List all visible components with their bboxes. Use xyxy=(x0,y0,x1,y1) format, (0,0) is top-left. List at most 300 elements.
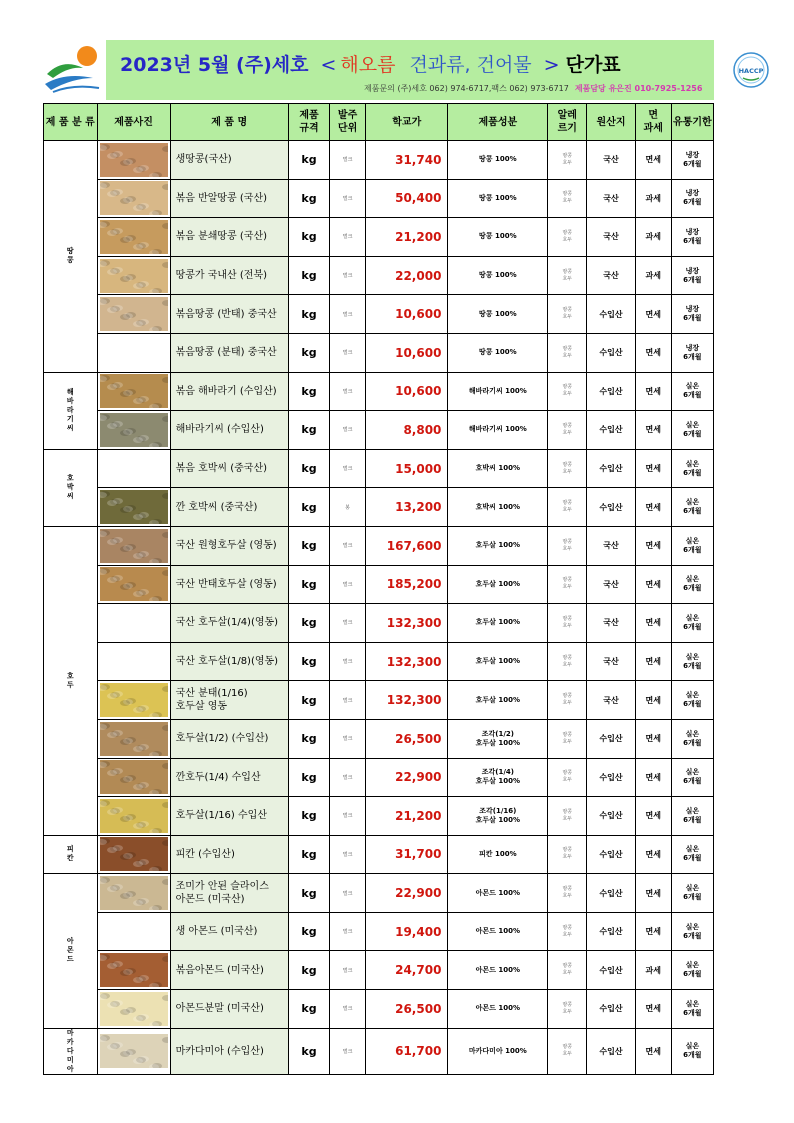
order-unit: 벌크 xyxy=(330,141,366,180)
school-price: 22,900 xyxy=(366,758,448,797)
composition: 아몬드 100% xyxy=(448,951,548,990)
origin: 수입산 xyxy=(587,1028,635,1074)
product-photo-cell xyxy=(97,565,170,604)
order-unit: 벌크 xyxy=(330,218,366,257)
product-photo-cell xyxy=(97,449,170,488)
composition: 아몬드 100% xyxy=(448,990,548,1029)
table-row xyxy=(44,565,714,604)
allergy-info: 땅콩 호두 xyxy=(548,874,587,913)
product-photo-cell xyxy=(97,719,170,758)
column-header: 제품 규격 xyxy=(288,104,329,141)
order-unit: 봉 xyxy=(330,488,366,527)
table-row xyxy=(44,874,714,913)
pumpkin-seed-photo xyxy=(100,490,168,524)
macadamia-photo xyxy=(100,1034,168,1068)
origin: 수입산 xyxy=(587,912,635,951)
origin: 국산 xyxy=(587,642,635,681)
composition: 아몬드 100% xyxy=(448,874,548,913)
price-table xyxy=(43,103,714,1075)
school-price: 26,500 xyxy=(366,990,448,1029)
origin: 국산 xyxy=(587,565,635,604)
origin: 수입산 xyxy=(587,488,635,527)
almond-powder-photo xyxy=(100,992,168,1026)
origin: 국산 xyxy=(587,218,635,257)
tax-status: 면세 xyxy=(635,526,671,565)
allergy-info: 땅콩 호두 xyxy=(548,565,587,604)
product-photo-cell xyxy=(97,372,170,411)
shelf-life: 실온 6개월 xyxy=(671,642,713,681)
composition: 호박씨 100% xyxy=(448,488,548,527)
table-row xyxy=(44,912,714,951)
roasted-almond-photo xyxy=(100,953,168,987)
category-cell: 호 두 xyxy=(44,526,98,835)
product-name: 국산 원형호두살 (영동) xyxy=(170,526,288,565)
composition: 아몬드 100% xyxy=(448,912,548,951)
table-row xyxy=(44,758,714,797)
composition: 조각(1/4) 호두살 100% xyxy=(448,758,548,797)
allergy-info: 땅콩 호두 xyxy=(548,681,587,720)
composition: 호두살 100% xyxy=(448,526,548,565)
product-name: 생땅콩(국산) xyxy=(170,141,288,180)
product-name: 해바라기씨 (수입산) xyxy=(170,411,288,450)
allergy-info: 땅콩 호두 xyxy=(548,179,587,218)
product-photo-cell xyxy=(97,642,170,681)
school-price: 185,200 xyxy=(366,565,448,604)
order-unit: 벌크 xyxy=(330,719,366,758)
product-name: 볶음 반알땅콩 (국산) xyxy=(170,179,288,218)
school-price: 31,700 xyxy=(366,835,448,874)
order-unit: 벌크 xyxy=(330,758,366,797)
composition: 호두살 100% xyxy=(448,681,548,720)
product-spec: kg xyxy=(288,835,329,874)
contact-info: 제품문의 (주)세호 062) 974-6717,팩스 062) 973-6717 제품담당 유은진 010-7925-1256 xyxy=(364,84,703,93)
composition: 호박씨 100% xyxy=(448,449,548,488)
table-row xyxy=(44,449,714,488)
tax-status: 면세 xyxy=(635,797,671,836)
walnut-quarter-photo xyxy=(100,760,168,794)
composition: 해바라기씨 100% xyxy=(448,411,548,450)
shelf-life: 실온 6개월 xyxy=(671,449,713,488)
product-spec: kg xyxy=(288,642,329,681)
product-photo-cell xyxy=(97,681,170,720)
product-spec: kg xyxy=(288,526,329,565)
shelf-life: 실온 6개월 xyxy=(671,835,713,874)
walnut-half-import-photo xyxy=(100,722,168,756)
product-photo-cell xyxy=(97,411,170,450)
product-spec: kg xyxy=(288,179,329,218)
order-unit: 벌크 xyxy=(330,411,366,450)
product-name: 땅콩가 국내산 (전북) xyxy=(170,256,288,295)
product-photo-cell xyxy=(97,1028,170,1074)
table-row xyxy=(44,719,714,758)
allergy-info: 땅콩 호두 xyxy=(548,758,587,797)
table-header-row xyxy=(44,104,714,141)
pecan-photo xyxy=(100,837,168,871)
product-name: 볶음 호박씨 (중국산) xyxy=(170,449,288,488)
allergy-info: 땅콩 호두 xyxy=(548,835,587,874)
allergy-info: 땅콩 호두 xyxy=(548,295,587,334)
product-name: 볶음아몬드 (미국산) xyxy=(170,951,288,990)
tax-status: 면세 xyxy=(635,604,671,643)
allergy-info: 땅콩 호두 xyxy=(548,411,587,450)
origin: 수입산 xyxy=(587,874,635,913)
allergy-info: 땅콩 호두 xyxy=(548,604,587,643)
shelf-life: 실온 6개월 xyxy=(671,990,713,1029)
tax-status: 면세 xyxy=(635,874,671,913)
document-header xyxy=(43,40,764,100)
product-name: 마카다미아 (수입산) xyxy=(170,1028,288,1074)
school-price: 15,000 xyxy=(366,449,448,488)
product-spec: kg xyxy=(288,874,329,913)
order-unit: 벌크 xyxy=(330,256,366,295)
composition: 호두살 100% xyxy=(448,642,548,681)
allergy-info: 땅콩 호두 xyxy=(548,990,587,1029)
shelf-life: 실온 6개월 xyxy=(671,565,713,604)
product-spec: kg xyxy=(288,681,329,720)
table-row xyxy=(44,411,714,450)
product-spec: kg xyxy=(288,333,329,372)
origin: 수입산 xyxy=(587,449,635,488)
order-unit: 벌크 xyxy=(330,990,366,1029)
product-photo-cell xyxy=(97,835,170,874)
composition: 피칸 100% xyxy=(448,835,548,874)
product-name: 호두살(1/16) 수입산 xyxy=(170,797,288,836)
school-price: 22,000 xyxy=(366,256,448,295)
product-spec: kg xyxy=(288,797,329,836)
school-price: 8,800 xyxy=(366,411,448,450)
composition: 땅콩 100% xyxy=(448,295,548,334)
allergy-info: 땅콩 호두 xyxy=(548,256,587,295)
order-unit: 벌크 xyxy=(330,874,366,913)
origin: 국산 xyxy=(587,681,635,720)
composition: 해바라기씨 100% xyxy=(448,372,548,411)
tax-status: 면세 xyxy=(635,141,671,180)
table-row xyxy=(44,642,714,681)
sunflower-seed-photo xyxy=(100,413,168,447)
order-unit: 벌크 xyxy=(330,526,366,565)
composition: 땅콩 100% xyxy=(448,256,548,295)
table-row xyxy=(44,372,714,411)
product-name: 아몬드분말 (미국산) xyxy=(170,990,288,1029)
table-row xyxy=(44,141,714,180)
product-name: 볶음땅콩 (분태) 중국산 xyxy=(170,333,288,372)
allergy-info: 땅콩 호두 xyxy=(548,951,587,990)
product-photo-cell xyxy=(97,295,170,334)
order-unit: 벌크 xyxy=(330,797,366,836)
table-row xyxy=(44,526,714,565)
school-price: 10,600 xyxy=(366,333,448,372)
origin: 수입산 xyxy=(587,758,635,797)
product-spec: kg xyxy=(288,719,329,758)
tax-status: 면세 xyxy=(635,912,671,951)
shelf-life: 냉장 6개월 xyxy=(671,295,713,334)
order-unit: 벌크 xyxy=(330,835,366,874)
column-header: 유통기한 xyxy=(671,104,713,141)
page-title: 2023년 5월 (주)세호 < 해오름 견과류, 건어물 > 단가표 xyxy=(120,54,621,76)
school-price: 19,400 xyxy=(366,912,448,951)
composition: 땅콩 100% xyxy=(448,218,548,257)
product-photo-cell xyxy=(97,951,170,990)
product-name: 조미가 안된 슬라이스 아몬드 (미국산) xyxy=(170,874,288,913)
table-body xyxy=(44,141,714,1075)
category-cell: 마 카 다 미 아 xyxy=(44,1028,98,1074)
column-header: 제 품 분 류 xyxy=(44,104,98,141)
table-row xyxy=(44,1028,714,1074)
product-photo-cell xyxy=(97,256,170,295)
school-price: 132,300 xyxy=(366,681,448,720)
tax-status: 과세 xyxy=(635,218,671,257)
composition: 땅콩 100% xyxy=(448,141,548,180)
column-header: 학교가 xyxy=(366,104,448,141)
allergy-info: 땅콩 호두 xyxy=(548,797,587,836)
shelf-life: 실온 6개월 xyxy=(671,526,713,565)
order-unit: 벌크 xyxy=(330,642,366,681)
order-unit: 벌크 xyxy=(330,179,366,218)
haccp-badge xyxy=(733,52,769,88)
tax-status: 면세 xyxy=(635,835,671,874)
school-price: 132,300 xyxy=(366,604,448,643)
shelf-life: 실온 6개월 xyxy=(671,797,713,836)
allergy-info: 땅콩 호두 xyxy=(548,372,587,411)
product-spec: kg xyxy=(288,295,329,334)
column-header: 제품성분 xyxy=(448,104,548,141)
origin: 국산 xyxy=(587,604,635,643)
category-cell: 아 몬 드 xyxy=(44,874,98,1028)
shelf-life: 실온 6개월 xyxy=(671,372,713,411)
product-spec: kg xyxy=(288,141,329,180)
school-price: 132,300 xyxy=(366,642,448,681)
tax-status: 면세 xyxy=(635,565,671,604)
title-band xyxy=(106,40,764,100)
category-cell: 해 바 라 기 씨 xyxy=(44,372,98,449)
school-price: 21,200 xyxy=(366,797,448,836)
allergy-info: 땅콩 호두 xyxy=(548,449,587,488)
allergy-info: 땅콩 호두 xyxy=(548,719,587,758)
walnut-sixteenth-photo xyxy=(100,799,168,833)
origin: 수입산 xyxy=(587,372,635,411)
school-price: 22,900 xyxy=(366,874,448,913)
order-unit: 벌크 xyxy=(330,604,366,643)
table-row xyxy=(44,604,714,643)
product-name: 볶음 해바라기 (수입산) xyxy=(170,372,288,411)
product-photo-cell xyxy=(97,912,170,951)
product-name: 깐호두(1/4) 수입산 xyxy=(170,758,288,797)
product-name: 국산 호두살(1/8)(영동) xyxy=(170,642,288,681)
company-logo xyxy=(43,44,103,96)
tax-status: 면세 xyxy=(635,642,671,681)
composition: 조각(1/2) 호두살 100% xyxy=(448,719,548,758)
product-photo-cell xyxy=(97,218,170,257)
roasted-half-peanut-photo xyxy=(100,181,168,215)
tax-status: 면세 xyxy=(635,449,671,488)
origin: 수입산 xyxy=(587,797,635,836)
order-unit: 벌크 xyxy=(330,333,366,372)
column-header: 면 과세 xyxy=(635,104,671,141)
shelf-life: 냉장 6개월 xyxy=(671,333,713,372)
origin: 국산 xyxy=(587,179,635,218)
order-unit: 벌크 xyxy=(330,912,366,951)
manager-contact: 제품담당 유은진 010-7925-1256 xyxy=(574,84,703,93)
tax-status: 면세 xyxy=(635,372,671,411)
category-cell: 땅 콩 xyxy=(44,141,98,373)
table-row xyxy=(44,951,714,990)
origin: 국산 xyxy=(587,256,635,295)
product-photo-cell xyxy=(97,141,170,180)
product-spec: kg xyxy=(288,218,329,257)
composition: 조각(1/16) 호두살 100% xyxy=(448,797,548,836)
shelf-life: 실온 6개월 xyxy=(671,488,713,527)
product-name: 생 아몬드 (미국산) xyxy=(170,912,288,951)
roasted-sunflower-seed-photo xyxy=(100,374,168,408)
product-name: 국산 호두살(1/4)(영동) xyxy=(170,604,288,643)
category-cell: 피 칸 xyxy=(44,835,98,874)
product-spec: kg xyxy=(288,449,329,488)
shelf-life: 실온 6개월 xyxy=(671,719,713,758)
composition: 땅콩 100% xyxy=(448,333,548,372)
category-title: 견과류, 건어물 xyxy=(409,54,532,76)
order-unit: 벌크 xyxy=(330,449,366,488)
product-name: 깐 호박씨 (중국산) xyxy=(170,488,288,527)
order-unit: 벌크 xyxy=(330,295,366,334)
shelf-life: 실온 6개월 xyxy=(671,411,713,450)
product-spec: kg xyxy=(288,1028,329,1074)
product-spec: kg xyxy=(288,604,329,643)
table-row xyxy=(44,835,714,874)
tax-status: 과세 xyxy=(635,256,671,295)
origin: 수입산 xyxy=(587,719,635,758)
shelf-life: 실온 6개월 xyxy=(671,874,713,913)
origin: 국산 xyxy=(587,141,635,180)
brand-name: 해오름 xyxy=(340,54,396,76)
allergy-info: 땅콩 호두 xyxy=(548,333,587,372)
almond-slice-photo xyxy=(100,876,168,910)
shelf-life: 냉장 6개월 xyxy=(671,218,713,257)
product-photo-cell xyxy=(97,990,170,1029)
product-photo-cell xyxy=(97,333,170,372)
product-photo-cell xyxy=(97,797,170,836)
walnut-whole-photo xyxy=(100,529,168,563)
order-unit: 벌크 xyxy=(330,565,366,604)
column-header: 발주 단위 xyxy=(330,104,366,141)
origin: 수입산 xyxy=(587,295,635,334)
tax-status: 면세 xyxy=(635,411,671,450)
school-price: 10,600 xyxy=(366,295,448,334)
origin: 수입산 xyxy=(587,990,635,1029)
column-header: 원산지 xyxy=(587,104,635,141)
order-unit: 벌크 xyxy=(330,951,366,990)
category-cell: 호 박 씨 xyxy=(44,449,98,526)
peanut-powder-photo xyxy=(100,259,168,293)
allergy-info: 땅콩 호두 xyxy=(548,912,587,951)
school-price: 31,740 xyxy=(366,141,448,180)
product-name: 호두살(1/2) (수입산) xyxy=(170,719,288,758)
table-row xyxy=(44,333,714,372)
product-photo-cell xyxy=(97,179,170,218)
school-price: 24,700 xyxy=(366,951,448,990)
product-photo-cell xyxy=(97,488,170,527)
product-name: 국산 분태(1/16) 호두살 영동 xyxy=(170,681,288,720)
product-spec: kg xyxy=(288,411,329,450)
tax-status: 과세 xyxy=(635,179,671,218)
table-row xyxy=(44,256,714,295)
school-price: 26,500 xyxy=(366,719,448,758)
allergy-info: 땅콩 호두 xyxy=(548,141,587,180)
origin: 국산 xyxy=(587,526,635,565)
school-price: 61,700 xyxy=(366,1028,448,1074)
allergy-info: 땅콩 호두 xyxy=(548,1028,587,1074)
table-row xyxy=(44,797,714,836)
shelf-life: 실온 6개월 xyxy=(671,681,713,720)
order-unit: 벌크 xyxy=(330,681,366,720)
origin: 수입산 xyxy=(587,835,635,874)
tax-status: 면세 xyxy=(635,681,671,720)
tax-status: 면세 xyxy=(635,719,671,758)
tax-status: 면세 xyxy=(635,488,671,527)
tax-status: 면세 xyxy=(635,295,671,334)
tax-status: 과세 xyxy=(635,951,671,990)
product-spec: kg xyxy=(288,372,329,411)
allergy-info: 땅콩 호두 xyxy=(548,526,587,565)
composition: 호두살 100% xyxy=(448,565,548,604)
school-price: 167,600 xyxy=(366,526,448,565)
school-price: 50,400 xyxy=(366,179,448,218)
school-price: 13,200 xyxy=(366,488,448,527)
school-price: 21,200 xyxy=(366,218,448,257)
table-row xyxy=(44,295,714,334)
composition: 땅콩 100% xyxy=(448,179,548,218)
origin: 수입산 xyxy=(587,951,635,990)
product-spec: kg xyxy=(288,912,329,951)
product-photo-cell xyxy=(97,758,170,797)
table-row xyxy=(44,179,714,218)
shelf-life: 냉장 6개월 xyxy=(671,179,713,218)
product-spec: kg xyxy=(288,565,329,604)
crushed-peanut-photo xyxy=(100,220,168,254)
product-spec: kg xyxy=(288,256,329,295)
order-unit: 벌크 xyxy=(330,1028,366,1074)
product-name: 볶음땅콩 (반태) 중국산 xyxy=(170,295,288,334)
composition: 호두살 100% xyxy=(448,604,548,643)
shelf-life: 냉장 6개월 xyxy=(671,256,713,295)
order-unit: 벌크 xyxy=(330,372,366,411)
roasted-peanut-half-cn-photo xyxy=(100,297,168,331)
tax-status: 면세 xyxy=(635,758,671,797)
product-spec: kg xyxy=(288,990,329,1029)
product-spec: kg xyxy=(288,758,329,797)
column-header: 알레 르기 xyxy=(548,104,587,141)
table-row xyxy=(44,990,714,1029)
tax-status: 면세 xyxy=(635,990,671,1029)
product-name: 볶음 분쇄땅콩 (국산) xyxy=(170,218,288,257)
walnut-half-photo xyxy=(100,567,168,601)
tax-status: 면세 xyxy=(635,1028,671,1074)
product-photo-cell xyxy=(97,874,170,913)
table-row xyxy=(44,681,714,720)
column-header: 제품사진 xyxy=(97,104,170,141)
school-price: 10,600 xyxy=(366,372,448,411)
table-row xyxy=(44,218,714,257)
table-row xyxy=(44,488,714,527)
product-name: 피칸 (수입산) xyxy=(170,835,288,874)
raw-peanut-photo xyxy=(100,143,168,177)
product-photo-cell xyxy=(97,526,170,565)
shelf-life: 실온 6개월 xyxy=(671,951,713,990)
allergy-info: 땅콩 호두 xyxy=(548,488,587,527)
walnut-crumble-photo xyxy=(100,683,168,717)
shelf-life: 실온 6개월 xyxy=(671,912,713,951)
column-header: 제 품 명 xyxy=(170,104,288,141)
product-spec: kg xyxy=(288,951,329,990)
